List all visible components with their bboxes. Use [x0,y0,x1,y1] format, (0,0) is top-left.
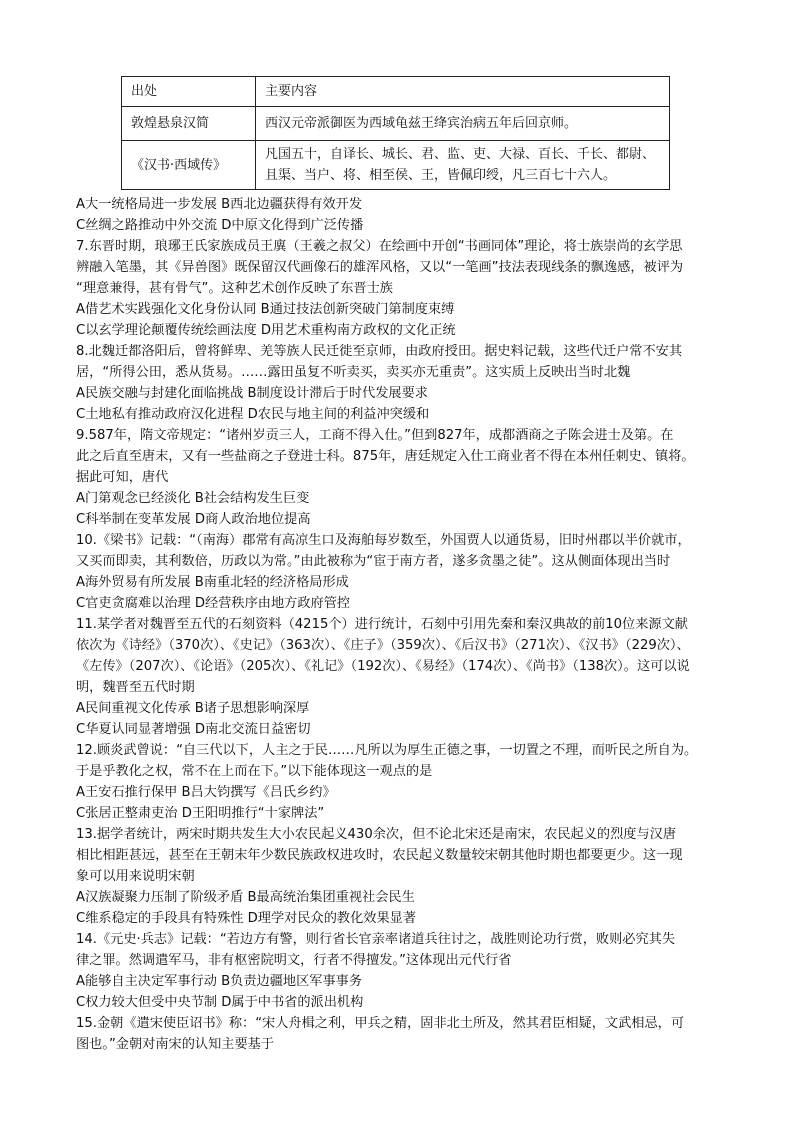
table-row [122,107,670,141]
table-cell-source: 敦煌悬泉汉简 [122,107,256,141]
q13-stem-line: 相比相距甚远，甚至在王朝末年少数民族政权进攻时，农民起义数量较宋朝其他时期也都要更少。这一现 [76,848,683,863]
q15-stem-line: 图也。”金朝对南宋的认知主要基于 [76,1037,275,1052]
q11-option-line: C华夏认同显著增强 D南北交流日益密切 [76,722,311,737]
q6-option-line: A大一统格局进一步发展 B西北边疆获得有效开发 [76,197,363,212]
table-cell-content: 凡国五十，自译长、城长、君、监、吏、大禄、百长、千长、都尉、且渠、当户、将、相至侯、王，皆佩印绶，凡三百七十六人。 [256,141,670,190]
q9-stem-line: 9.587年，隋文帝规定：“诸州岁贡三人，工商不得入仕。”但到827年，成都酒商之子陈会进士及第。在 [76,428,674,443]
q9-stem-line: 据此可知，唐代 [76,470,169,485]
q10-option-line: A海外贸易有所发展 B南重北轻的经济格局形成 [76,575,349,590]
q10-stem-line: 10.《梁书》记载：“（南海）郡常有高凉生口及海舶每岁数至，外国贾人以通货易，旧时州郡以半价就市， [76,533,691,548]
q12-option-line: A王安石推行保甲 B吕大钧撰写《吕氏乡约》 [76,785,336,800]
q14-stem-line: 14.《元史·兵志》记载：“若边方有警，则行省长官亲率诸道兵往讨之，战胜则论功行赏，败则必究其失 [76,932,676,947]
q10-option-line: C官吏贪腐难以治理 D经营秩序由地方政府管控 [76,596,351,611]
q8-option-line: A民族交融与封建化面临挑战 B制度设计滞后于时代发展要求 [76,386,428,401]
q10-stem-line: 又买而即卖，其利数倍，历政以为常。”由此被称为“宦于南方者，遂多贪墨之徒”。这从侧面体现出当时 [76,554,671,569]
questions-body [76,194,710,1055]
q8-option-line: C土地私有推动政府汉化进程 D农民与地主间的利益冲突缓和 [76,407,430,422]
table-cell-content: 西汉元帝派御医为西域龟兹王绛宾治病五年后回京师。 [256,107,670,141]
table-header-source: 出处 [122,77,256,107]
q8-stem-line: 居，“所得公田，悉从货易。……露田虽复不听卖买，卖买亦无重责”。这实质上反映出当时北魏 [76,365,631,380]
q7-stem-line: “理意兼得，甚有骨气”。这种艺术创作反映了东晋士族 [76,281,393,296]
q14-option-line: A能够自主决定军事行动 B负责边疆地区军事事务 [76,974,363,989]
q13-stem-line: 13.据学者统计，两宋时期共发生大小农民起义430余次，但不论北宋还是南宋，农民起义的烈度与汉唐 [76,827,677,842]
q11-option-line: A民间重视文化传承 B诸子思想影响深厚 [76,701,310,716]
q9-stem-line: 此之后直至唐末，又有一些盐商之子登进士科。875年，唐廷规定入仕工商业者不得在本州任刺史、镇将。 [76,449,695,464]
q12-stem-line: 于是乎教化之权，常不在上而在下。”以下能体现这一观点的是 [76,764,433,779]
q14-option-line: C权力较大但受中央节制 D属于中书省的派出机构 [76,995,364,1010]
q11-stem-line: 《左传》（207次）、《论语》（205次）、《礼记》（192次）、《易经》（174次）、《尚书》（138次）。这可以说 [76,659,690,674]
q9-option-line: C科举制在变革发展 D商人政治地位提高 [76,512,311,527]
table-header-row [122,77,670,107]
q14-stem-line: 律之罪。然调遣军马，非有枢密院明文，行者不得擅发。”这体现出元代行省 [76,953,512,968]
q12-stem-line: 12.顾炎武曾说：“自三代以下，人主之于民……凡所以为厚生正德之事，一切置之不理，而听民之所自为。 [76,743,698,758]
source-table [121,76,670,190]
table-header-content: 主要内容 [256,77,670,107]
q9-option-line: A门第观念已经淡化 B社会结构发生巨变 [76,491,310,506]
table-cell-source: 《汉书·西域传》 [122,141,256,190]
q11-stem-line: 11.某学者对魏晋至五代的石刻资料（4215个）进行统计，石刻中引用先秦和秦汉典故的前10位来源文献 [76,617,688,632]
q12-option-line: C张居正整肃吏治 D王阳明推行“十家牌法” [76,806,325,821]
q11-stem-line: 明，魏晋至五代时期 [76,680,195,695]
q13-option-line: C维系稳定的手段具有特殊性 D理学对民众的教化效果显著 [76,911,417,926]
q15-stem-line: 15.金朝《遣宋使臣诏书》称：“宋人舟楫之利，甲兵之精，固非北土所及，然其君臣相疑，文武相忌，可 [76,1016,685,1031]
q8-stem-line: 8.北魏迁都洛阳后，曾将鲜卑、羌等族人民迁徙至京师，由政府授田。据史料记载，这些代迁户常不安其 [76,344,683,359]
q6-option-line: C丝绸之路推动中外交流 D中原文化得到广泛传播 [76,218,364,233]
q7-stem-line: 7.东晋时期，琅琊王氏家族成员王廙（王羲之叔父）在绘画中开创“书画同体”理论，将士族崇尚的玄学思 [76,239,683,254]
q7-option-line: A借艺术实践强化文化身份认同 B通过技法创新突破门第制度束缚 [76,302,455,317]
q7-stem-line: 辨融入笔墨，其《异兽图》既保留汉代画像石的雄浑风格，又以“一笔画”技法表现线条的飘逸感，被评为 [76,260,684,275]
q13-stem-line: 象可以用来说明宋朝 [76,869,195,884]
table-row [122,141,670,190]
q7-option-line: C以玄学理论颠覆传统绘画法度 D用艺术重构南方政权的文化正统 [76,323,456,338]
q13-option-line: A汉族凝聚力压制了阶级矛盾 B最高统治集团重视社会民生 [76,890,415,905]
q11-stem-line: 依次为《诗经》（370次）、《史记》（363次）、《庄子》（359次）、《后汉书》（271次）、《汉书》（229次）、 [76,638,690,653]
